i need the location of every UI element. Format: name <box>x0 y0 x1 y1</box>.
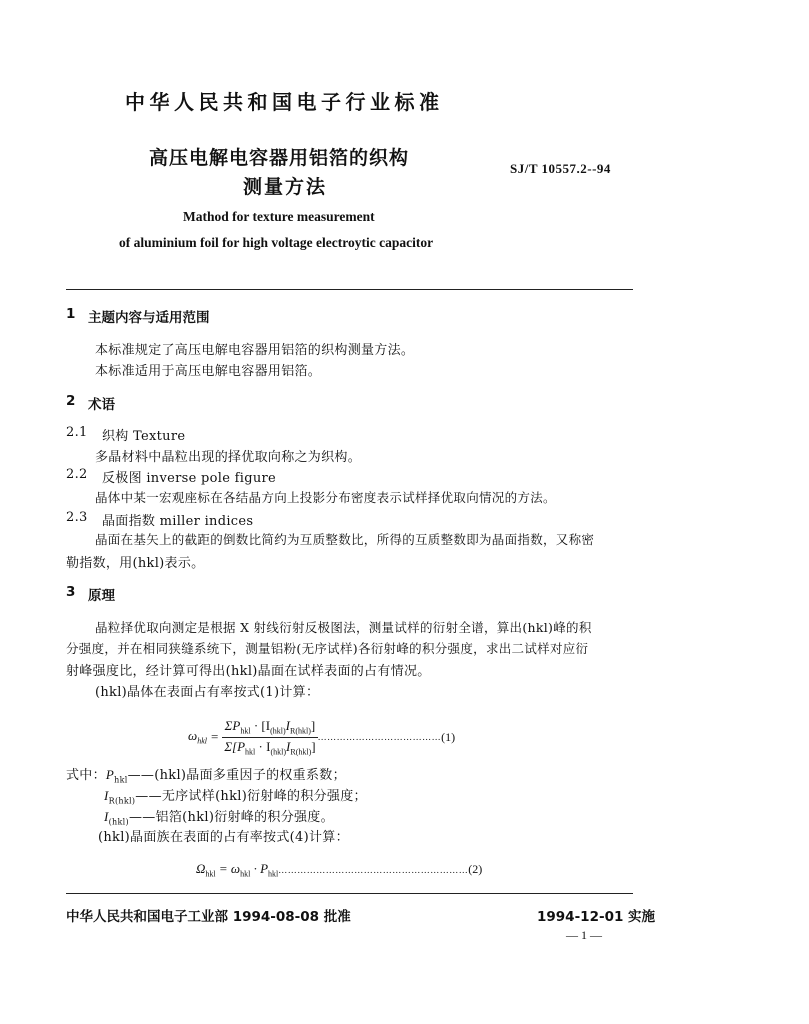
footer-divider <box>66 893 633 894</box>
standard-number: SJ/T 10557.2--94 <box>510 161 611 176</box>
header-divider <box>66 289 633 290</box>
section-1-para2: 本标准适用于高压电解电容器用铝箔。 <box>95 364 322 379</box>
industry-standard-heading: 中华人民共和国电子行业标准 <box>125 90 444 114</box>
section-2-title: 术语 <box>88 397 115 413</box>
implementation-date: 1994-12-01 实施 <box>537 909 656 925</box>
term-2-1-name: 织构 Texture <box>102 429 186 444</box>
term-2-3-number: 2.3 <box>66 510 88 525</box>
section-1-para1: 本标准规定了高压电解电容器用铝箔的织构测量方法。 <box>95 343 415 358</box>
equation-1-fraction <box>222 718 317 756</box>
term-2-3-definition-line1: 晶面在基矢上的截距的倒数比简约为互质整数比，所得的互质整数即为晶面指数，又称密 <box>95 532 595 547</box>
equation-1-lhs: $\omega_{hkl}$ <box>188 728 207 746</box>
approval-line: 中华人民共和国电子工业部 1994-08-08 批准 <box>66 909 351 925</box>
section-2-number: 2 <box>66 393 76 409</box>
equation-1-numerator: $\Sigma P_{hkl} \cdot [I_{(hkl)}I_{R(hkl)}]$ <box>222 718 317 738</box>
equation-2-leader: …………………………………………………… <box>278 865 469 875</box>
page-number: — 1 — <box>566 928 602 942</box>
where-p-line: 式中：$P_{hkl}——(hkl)$晶面多重因子的权重系数； <box>66 767 346 785</box>
section-1-title: 主题内容与适用范围 <box>88 310 210 326</box>
section-3-para-line3: 射峰强度比，经计算可得出(hkl)晶面在试样表面的占有情况。 <box>66 664 431 679</box>
section-1-number: 1 <box>66 306 76 322</box>
section-3-para-line1: 晶粒择优取向测定是根据 X 射线衍射反极图法，测量试样的衍射全谱，算出(hkl)峰的积 <box>95 620 592 635</box>
term-2-2-name: 反极图 inverse pole figure <box>102 471 277 486</box>
document-title-zh-line2: 测量方法 <box>243 176 328 198</box>
section-3-title: 原理 <box>88 588 115 604</box>
term-2-2-number: 2.2 <box>66 467 88 482</box>
document-title-zh-line1: 高压电解电容器用铝箔的织构 <box>149 147 410 169</box>
term-2-1-number: 2.1 <box>66 425 88 440</box>
term-2-3-name: 晶面指数 miller indices <box>102 514 254 529</box>
term-2-2-definition: 晶体中某一宏观座标在各结晶方向上投影分布密度表示试样择优取向情况的方法。 <box>95 490 556 505</box>
equation-1-intro: (hkl)晶体在表面占有率按式(1)计算： <box>95 685 320 700</box>
equation-1-leader: ………………………………… <box>317 732 442 743</box>
term-2-1-definition: 多晶材料中晶粒出现的择优取向称之为织构。 <box>95 450 362 465</box>
where-ir-line: $I_{R(hkl)}——$无序试样(hkl)衍射峰的积分强度； <box>104 788 367 806</box>
section-3-para-line2: 分强度，并在相同狭缝系统下，测量铝粉(无序试样)各衍射峰的积分强度，求出二试样对应衍 <box>66 641 589 656</box>
document-title-en-line1: Mathod for texture measurement <box>183 209 375 224</box>
equation-2-label: (2) <box>468 862 483 876</box>
term-2-3-definition-line2: 勒指数，用(hkl)表示。 <box>66 556 205 571</box>
equation-1-denominator: $\Sigma[P_{hkl} \cdot I_{(hkl)}I_{R(hkl)}]$ <box>224 738 316 757</box>
equation-1-label: (1) <box>441 729 456 744</box>
equation-2-intro: (hkl)晶面族在表面的占有率按式(4)计算： <box>98 830 349 845</box>
equation-1: $\omega_{hkl}$ = $\frac{\Sigma P_{hkl} \cdot [I_{(hkl)}I_{R(hkl)}]}{\Sigma[P_{hkl} \cdot I_{(hkl)}I_{R(hkl)}]}$ ………………………………… (1) <box>188 718 456 757</box>
where-i-line: $I_{(hkl)}——$铝箔(hkl)衍射峰的积分强度。 <box>104 809 334 827</box>
equation-2: $\Omega_{hkl} = \omega_{hkl}$ · $P_{hkl}\dots\dots\dots\dots\dots\dots\dots\dots\dots\dots\dots\dots\dots\dots\dots\dots\dots\dots\dots\dots(2)$ <box>196 861 483 879</box>
section-3-number: 3 <box>66 584 76 600</box>
document-title-en-line2: of aluminium foil for high voltage electroytic capacitor <box>119 235 434 250</box>
